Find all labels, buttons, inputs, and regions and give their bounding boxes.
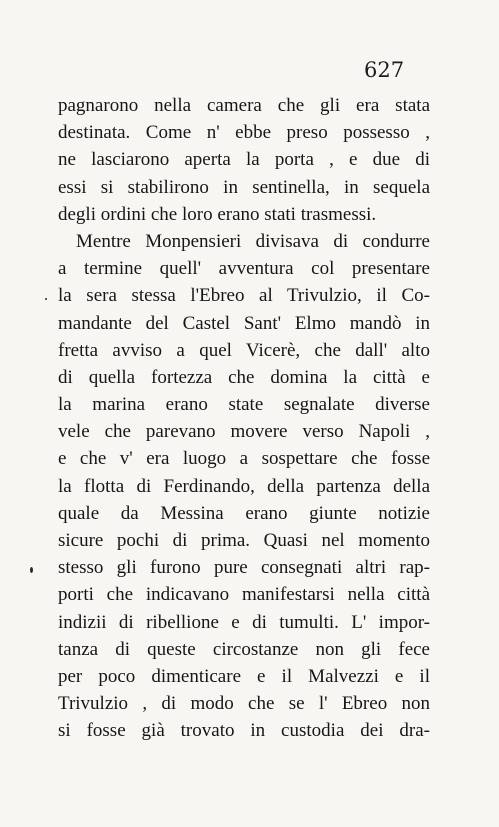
- text-line: Trivulzio , di modo che se l' Ebreo non: [58, 693, 430, 715]
- ink-speck: [45, 298, 47, 300]
- ink-speck: [30, 567, 33, 573]
- text-line: di quella fortezza che domina la città e: [58, 366, 430, 388]
- text-line: si fosse già trovato in custodia dei dra-: [58, 720, 430, 742]
- text-line: stesso gli furono pure consegnati altri rap-: [58, 557, 430, 579]
- text-line: destinata. Come n' ebbe preso possesso ,: [58, 122, 430, 144]
- text-line: indizii di ribellione e di tumulti. L' impor-: [58, 611, 430, 633]
- text-line: Mentre Monpensieri divisava di condurre: [76, 230, 430, 252]
- text-line: porti che indicavano manifestarsi nella città: [58, 584, 430, 606]
- text-line: tanza di queste circostanze non gli fece: [58, 638, 430, 660]
- text-line: la marina erano state segnalate diverse: [58, 394, 430, 416]
- page-number: 627: [364, 58, 405, 82]
- body-text: [58, 92, 430, 745]
- text-line: la flotta di Ferdinando, della partenza della: [58, 475, 430, 497]
- text-line: sicure pochi di prima. Quasi nel momento: [58, 530, 430, 551]
- text-line: quale da Messina erano giunte notizie: [58, 502, 430, 524]
- text-line: ne lasciarono aperta la porta , e due di: [58, 149, 430, 171]
- text-line: e che v' era luogo a sospettare che fosse: [58, 448, 430, 470]
- text-line: la sera stessa l'Ebreo al Trivulzio, il Co-: [58, 285, 430, 307]
- text-line: fretta avviso a quel Vicerè, che dall' alto: [58, 339, 430, 361]
- text-line: pagnarono nella camera che gli era stata: [58, 95, 430, 116]
- text-line: degli ordini che loro erano stati trasmessi.: [58, 203, 377, 225]
- text-line: essi si stabilirono in sentinella, in sequela: [58, 176, 430, 198]
- text-line: a termine quell' avventura col presentare: [58, 258, 430, 280]
- text-line: per poco dimenticare e il Malvezzi e il: [58, 665, 430, 687]
- text-line: vele che parevano movere verso Napoli ,: [58, 421, 430, 443]
- text-line: mandante del Castel Sant' Elmo mandò in: [58, 312, 430, 334]
